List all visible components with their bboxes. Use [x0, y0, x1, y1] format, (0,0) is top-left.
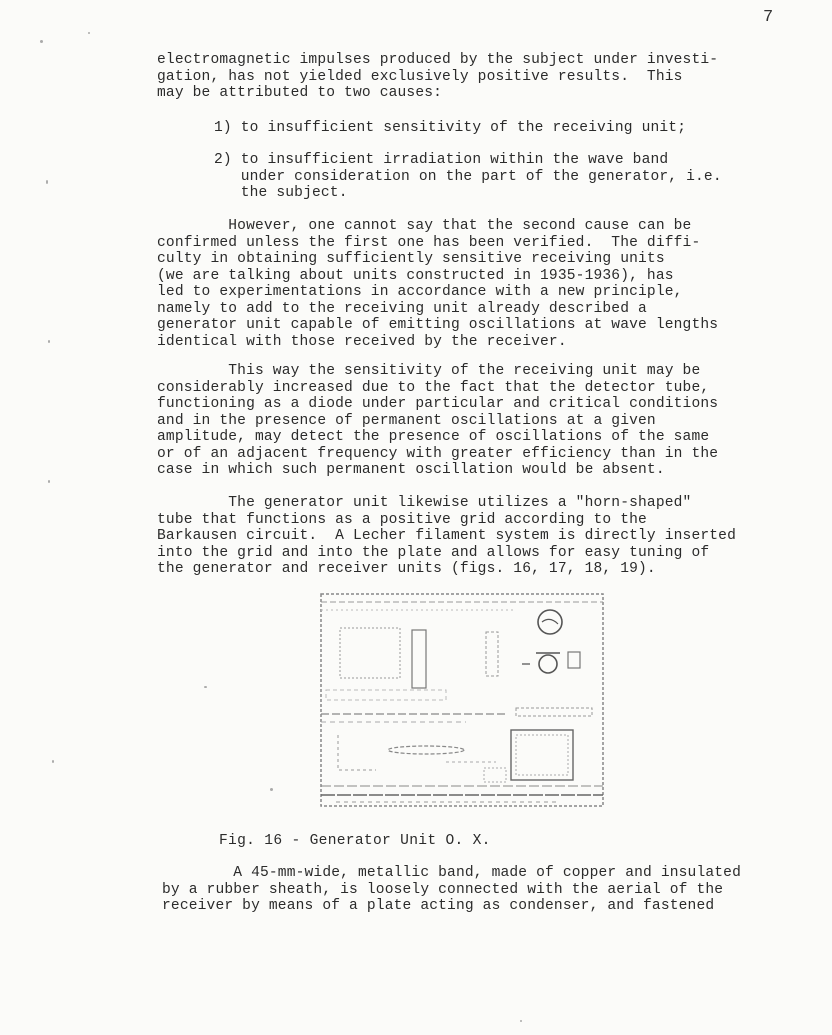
scan-speck — [204, 686, 207, 688]
figure-generator-unit — [316, 590, 608, 820]
paragraph-intro: electromagnetic impulses produced by the subject under investi- gation, has not yielded exclusively positive results. This may be attributed to two causes: — [157, 52, 719, 101]
scan-speck — [88, 32, 90, 34]
scan-speck — [270, 788, 273, 791]
scan-speck — [520, 1020, 522, 1022]
list-item-2: 2) to insufficient irradiation within the wave band under consideration on the part of the generator, i.e. the subject. — [214, 152, 722, 201]
scan-speck — [40, 40, 43, 43]
paragraph-sensitivity: This way the sensitivity of the receiving unit may be considerably increased due to the fact that the detector tube, functioning as a diode under particular and critical conditions and in the presence of permanent oscillations at a given amplitude, may detect the presence of oscillations of the same or of an adjacent frequency with greater efficiency than in the case in which such permanent oscillation would be absent. — [157, 363, 719, 478]
scan-speck — [48, 340, 50, 343]
scan-speck — [48, 480, 50, 483]
paragraph-metallic-band: A 45-mm-wide, metallic band, made of copper and insulated by a rubber sheath, is loosely connected with the aerial of the receiver by means of a plate acting as condenser, and fastened — [162, 865, 741, 914]
list-item-1: 1) to insufficient sensitivity of the receiving unit; — [214, 120, 687, 136]
paragraph-generator: The generator unit likewise utilizes a "horn-shaped" tube that functions as a positive grid according to the Barkausen circuit. A Lecher filament system is directly inserted into the grid and into the plate and allows for easy tuning of the generator and receiver units (figs. 16, 17, 18, 19). — [157, 495, 736, 577]
paragraph-however: However, one cannot say that the second cause can be confirmed unless the first one has been verified. The diffi- culty in obtaining sufficiently sensitive receiving units (we are talking about units constructed in 1935-1936), has led to experimentations in accordance with a new principle, namely to add to the receiving unit already described a generator unit capable of emitting oscillations at wave lengths identical with those received by the receiver. — [157, 218, 719, 350]
scan-speck — [52, 760, 54, 763]
scan-speck — [46, 180, 48, 184]
figure-caption: Fig. 16 - Generator Unit O. X. — [219, 833, 491, 849]
page-number: 7 — [763, 8, 774, 27]
generator-unit-photo — [316, 590, 608, 820]
